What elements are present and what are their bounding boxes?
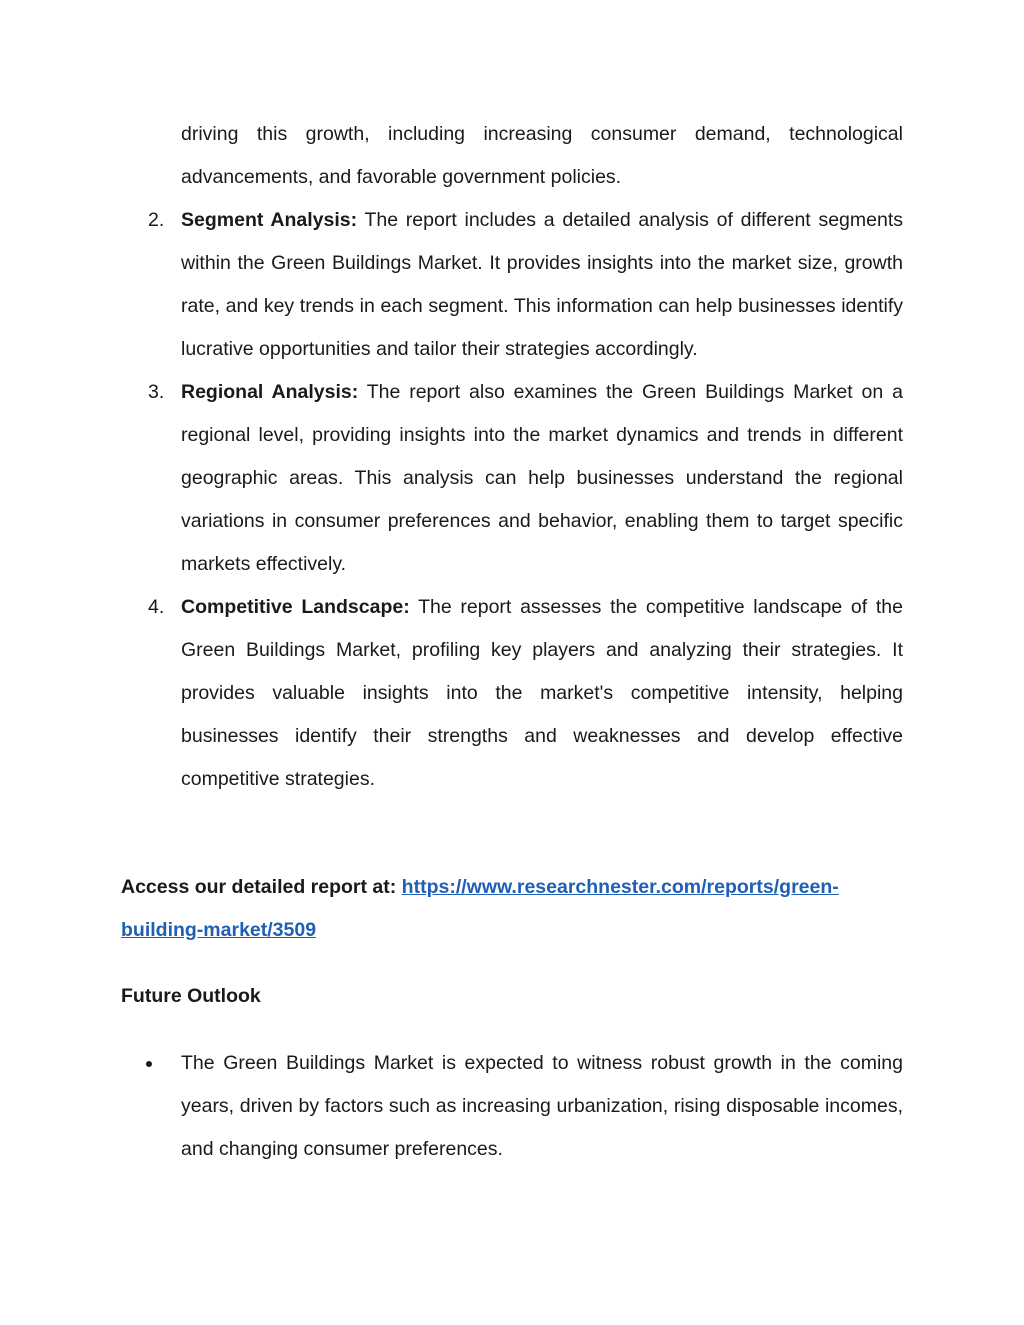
continuation-text: driving this growth, including increasing consumer demand, technological advancements, and favorable government policies. [181,123,903,188]
section-heading: Future Outlook [121,985,261,1007]
bullet-item [181,1042,903,1171]
bullet-text: The Green Buildings Market is expected to witness robust growth in the coming years, driven by factors such as increasing urbanization, rising disposable incomes, and changing consumer preferences. [181,1052,903,1160]
list-item-body: The report assesses the competitive landscape of the Green Buildings Market, profiling key players and analyzing their strategies. It provides valuable insights into the market's competitive intensity, helping businesses identify their strengths and weaknesses and develop effective competitive strategies. [181,596,903,790]
access-label: Access our detailed report at: [121,876,397,898]
list-number: 2. [148,209,165,231]
list-item-continuation [181,113,903,199]
list-item-segment-analysis [148,199,903,371]
list-item-body: The report also examines the Green Buildings Market on a regional level, providing insights into the market dynamics and trends in different geographic areas. This analysis can help businesses understand the regional variations in consumer preferences and behavior, enabling them to target specific markets effectively. [181,381,903,575]
access-report-line [121,866,903,952]
list-item-body: The report includes a detailed analysis of different segments within the Green Buildings Market. It provides insights into the market size, growth rate, and key trends in each segment. This information can help businesses identify lucrative opportunities and tailor their strategies accordingly. [181,209,903,360]
list-number: 3. [148,381,165,403]
list-item-title: Segment Analysis: [181,209,358,231]
list-item-title: Regional Analysis: [181,381,359,403]
list-item-competitive-landscape [148,586,903,801]
list-item-regional-analysis [148,371,903,586]
numbered-list [0,113,1024,801]
report-link-part-1[interactable]: https://www.researchnester.com/reports/green- [401,876,839,898]
list-number: 4. [148,596,165,618]
report-link-part-2[interactable]: building-market/3509 [121,919,317,941]
list-item-title: Competitive Landscape: [181,596,410,618]
bullet-list [0,1042,1024,1171]
bullet-icon [146,1061,152,1067]
